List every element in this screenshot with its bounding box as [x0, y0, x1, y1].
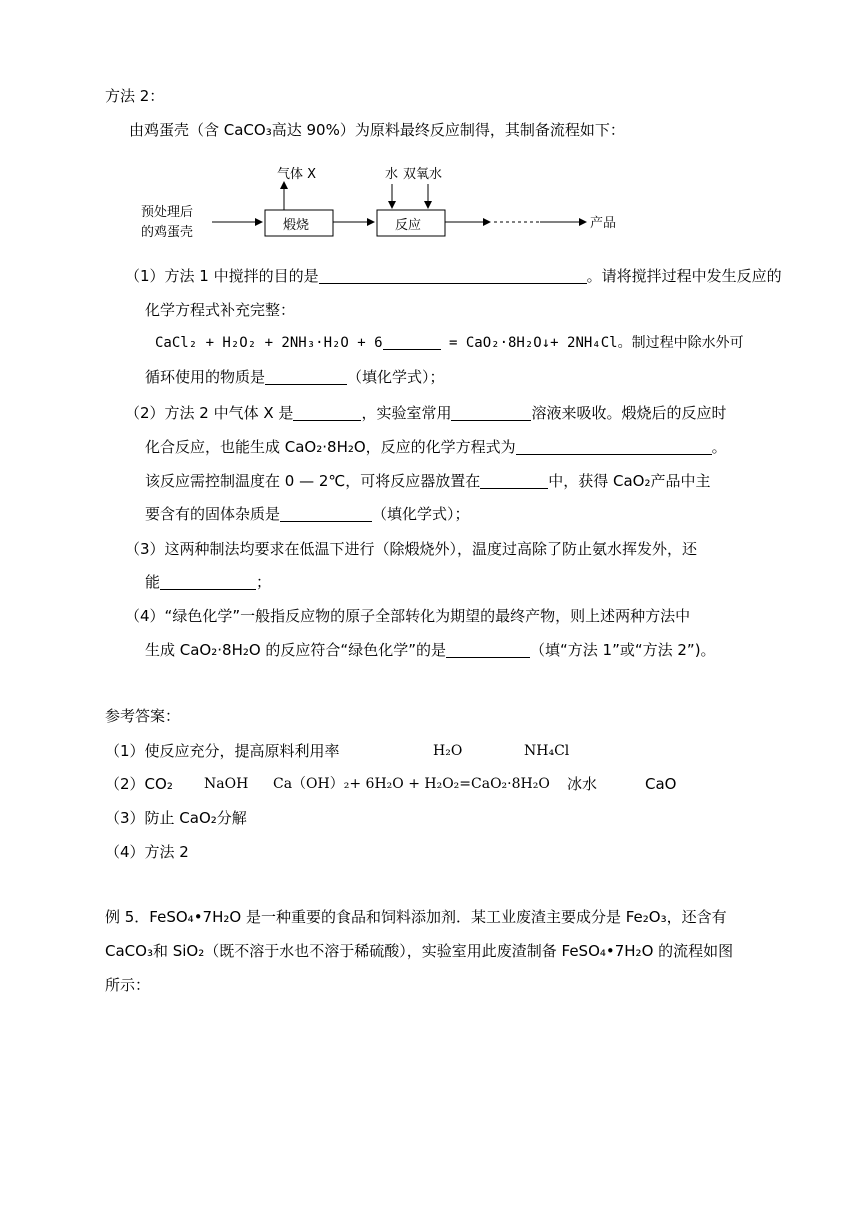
q2-blank-equation[interactable] [516, 438, 712, 455]
q2-blank-gas[interactable] [293, 404, 361, 421]
flow-box-calcine-label: 煅烧 [283, 218, 310, 233]
flow-box-react-label: 反应 [395, 218, 422, 233]
q2-blank-solution[interactable] [451, 404, 531, 421]
q2-text-c: 溶液来吸收。煅烧后的反应时 [531, 404, 727, 422]
q4-blank[interactable] [446, 641, 530, 658]
q4-line1: （4）“绿色化学”一般指反应物的原子全部转化为期望的最终产物，则上述两种方法中 [125, 607, 691, 625]
q2-text-h: 要含有的固体杂质是 [145, 505, 281, 523]
q1-line2: 化学方程式补充完整： [145, 301, 296, 319]
answer-2: （2）CO₂ [105, 775, 173, 793]
example5-line2: CaCO₃和 SiO₂（既不溶于水也不溶于稀硫酸），实验室用此废渣制备 FeSO₄•7H₂O 的流程如图 [105, 942, 734, 960]
q2-blank-impurity[interactable] [280, 505, 372, 522]
q1-eq-right: = CaO₂·8H₂O↓+ 2NH₄Cl。制过程中除水外可 [440, 335, 744, 351]
example5-line1: 例 5．FeSO₄•7H₂O 是一种重要的食品和饲料添加剂．某工业废渣主要成分是 Fe₂O₃，还含有 [105, 908, 727, 926]
answers-heading: 参考答案： [105, 707, 181, 725]
q1-text-d: 循环使用的物质是 [145, 368, 266, 386]
q1-equation [155, 333, 744, 353]
process-flow-diagram [0, 160, 860, 250]
flow-h2o2-label: 双氧水 [403, 167, 443, 182]
q2-text-g: 中，获得 CaO₂产品中主 [548, 472, 711, 490]
q1-line1 [125, 266, 782, 286]
q3-text-c: ； [256, 573, 272, 591]
method2-heading: 方法 2： [105, 87, 165, 105]
example5-line3: 所示： [105, 976, 151, 994]
method2-intro: 由鸡蛋壳（含 CaCO₃高达 90%）为原料最终反应制得，其制备流程如下： [129, 121, 625, 139]
q3-line2 [145, 572, 271, 592]
answer-2-z: 冰水 [567, 775, 598, 793]
q2-line2 [145, 437, 727, 457]
q3-blank[interactable] [160, 573, 256, 590]
flow-gas-label: 气体 X [277, 167, 317, 182]
flow-product-label: 产品 [590, 216, 617, 231]
flow-input-line1: 预处理后 [141, 205, 194, 220]
q1-blank-recycle[interactable] [265, 368, 347, 385]
q2-text-e: 。 [711, 438, 727, 456]
answer-2-y: Ca（OH）₂+ 6H₂O + H₂O₂=CaO₂·8H₂O [273, 776, 550, 792]
q4-line2 [145, 640, 716, 660]
q2-line3 [145, 471, 711, 491]
q3-text-b: 能 [145, 573, 161, 591]
answer-1-y: NH₄Cl [524, 743, 570, 759]
q3-line1: （3）这两种制法均要求在低温下进行（除煅烧外），温度过高除了防止氨水挥发外，还 [125, 540, 698, 558]
q2-line1 [125, 403, 726, 423]
q2-text-d: 化合反应，也能生成 CaO₂·8H₂O，反应的化学方程式为 [145, 438, 516, 456]
q2-text-a: （2）方法 2 中气体 X 是 [125, 404, 294, 422]
q1-text-b: 。请将搅拌过程中发生反应的 [586, 267, 782, 285]
answer-3: （3）防止 CaO₂分解 [105, 809, 247, 827]
q1-blank-purpose[interactable] [319, 267, 587, 284]
flow-water-label: 水 [385, 167, 399, 182]
answer-4: （4）方法 2 [105, 843, 189, 861]
q2-text-b: ，实验室常用 [361, 404, 452, 422]
answer-1: （1）使反应充分，提高原料利用率 [105, 742, 340, 760]
q2-line4 [145, 504, 470, 524]
q4-text-c: （填“方法 1”或“方法 2”)。 [529, 641, 716, 659]
q1-text-a: （1）方法 1 中搅拌的目的是 [125, 267, 319, 285]
q1-eq-left: CaCl₂ + H₂O₂ + 2NH₃·H₂O + 6 [155, 335, 383, 351]
q2-blank-place[interactable] [480, 472, 548, 489]
flow-input-line2: 的鸡蛋壳 [141, 225, 194, 240]
q2-text-i: （填化学式）； [372, 505, 470, 523]
answer-1-x: H₂O [433, 743, 463, 759]
q1-text-e: （填化学式）； [347, 368, 445, 386]
answer-2-x: NaOH [204, 776, 249, 792]
q4-text-b: 生成 CaO₂·8H₂O 的反应符合“绿色化学”的是 [145, 641, 446, 659]
q1-line4 [145, 367, 445, 387]
answer-2-w: CaO [645, 775, 677, 793]
q2-text-f: 该反应需控制温度在 0 — 2℃，可将反应器放置在 [145, 472, 481, 490]
q1-blank-coeff[interactable] [383, 333, 441, 350]
